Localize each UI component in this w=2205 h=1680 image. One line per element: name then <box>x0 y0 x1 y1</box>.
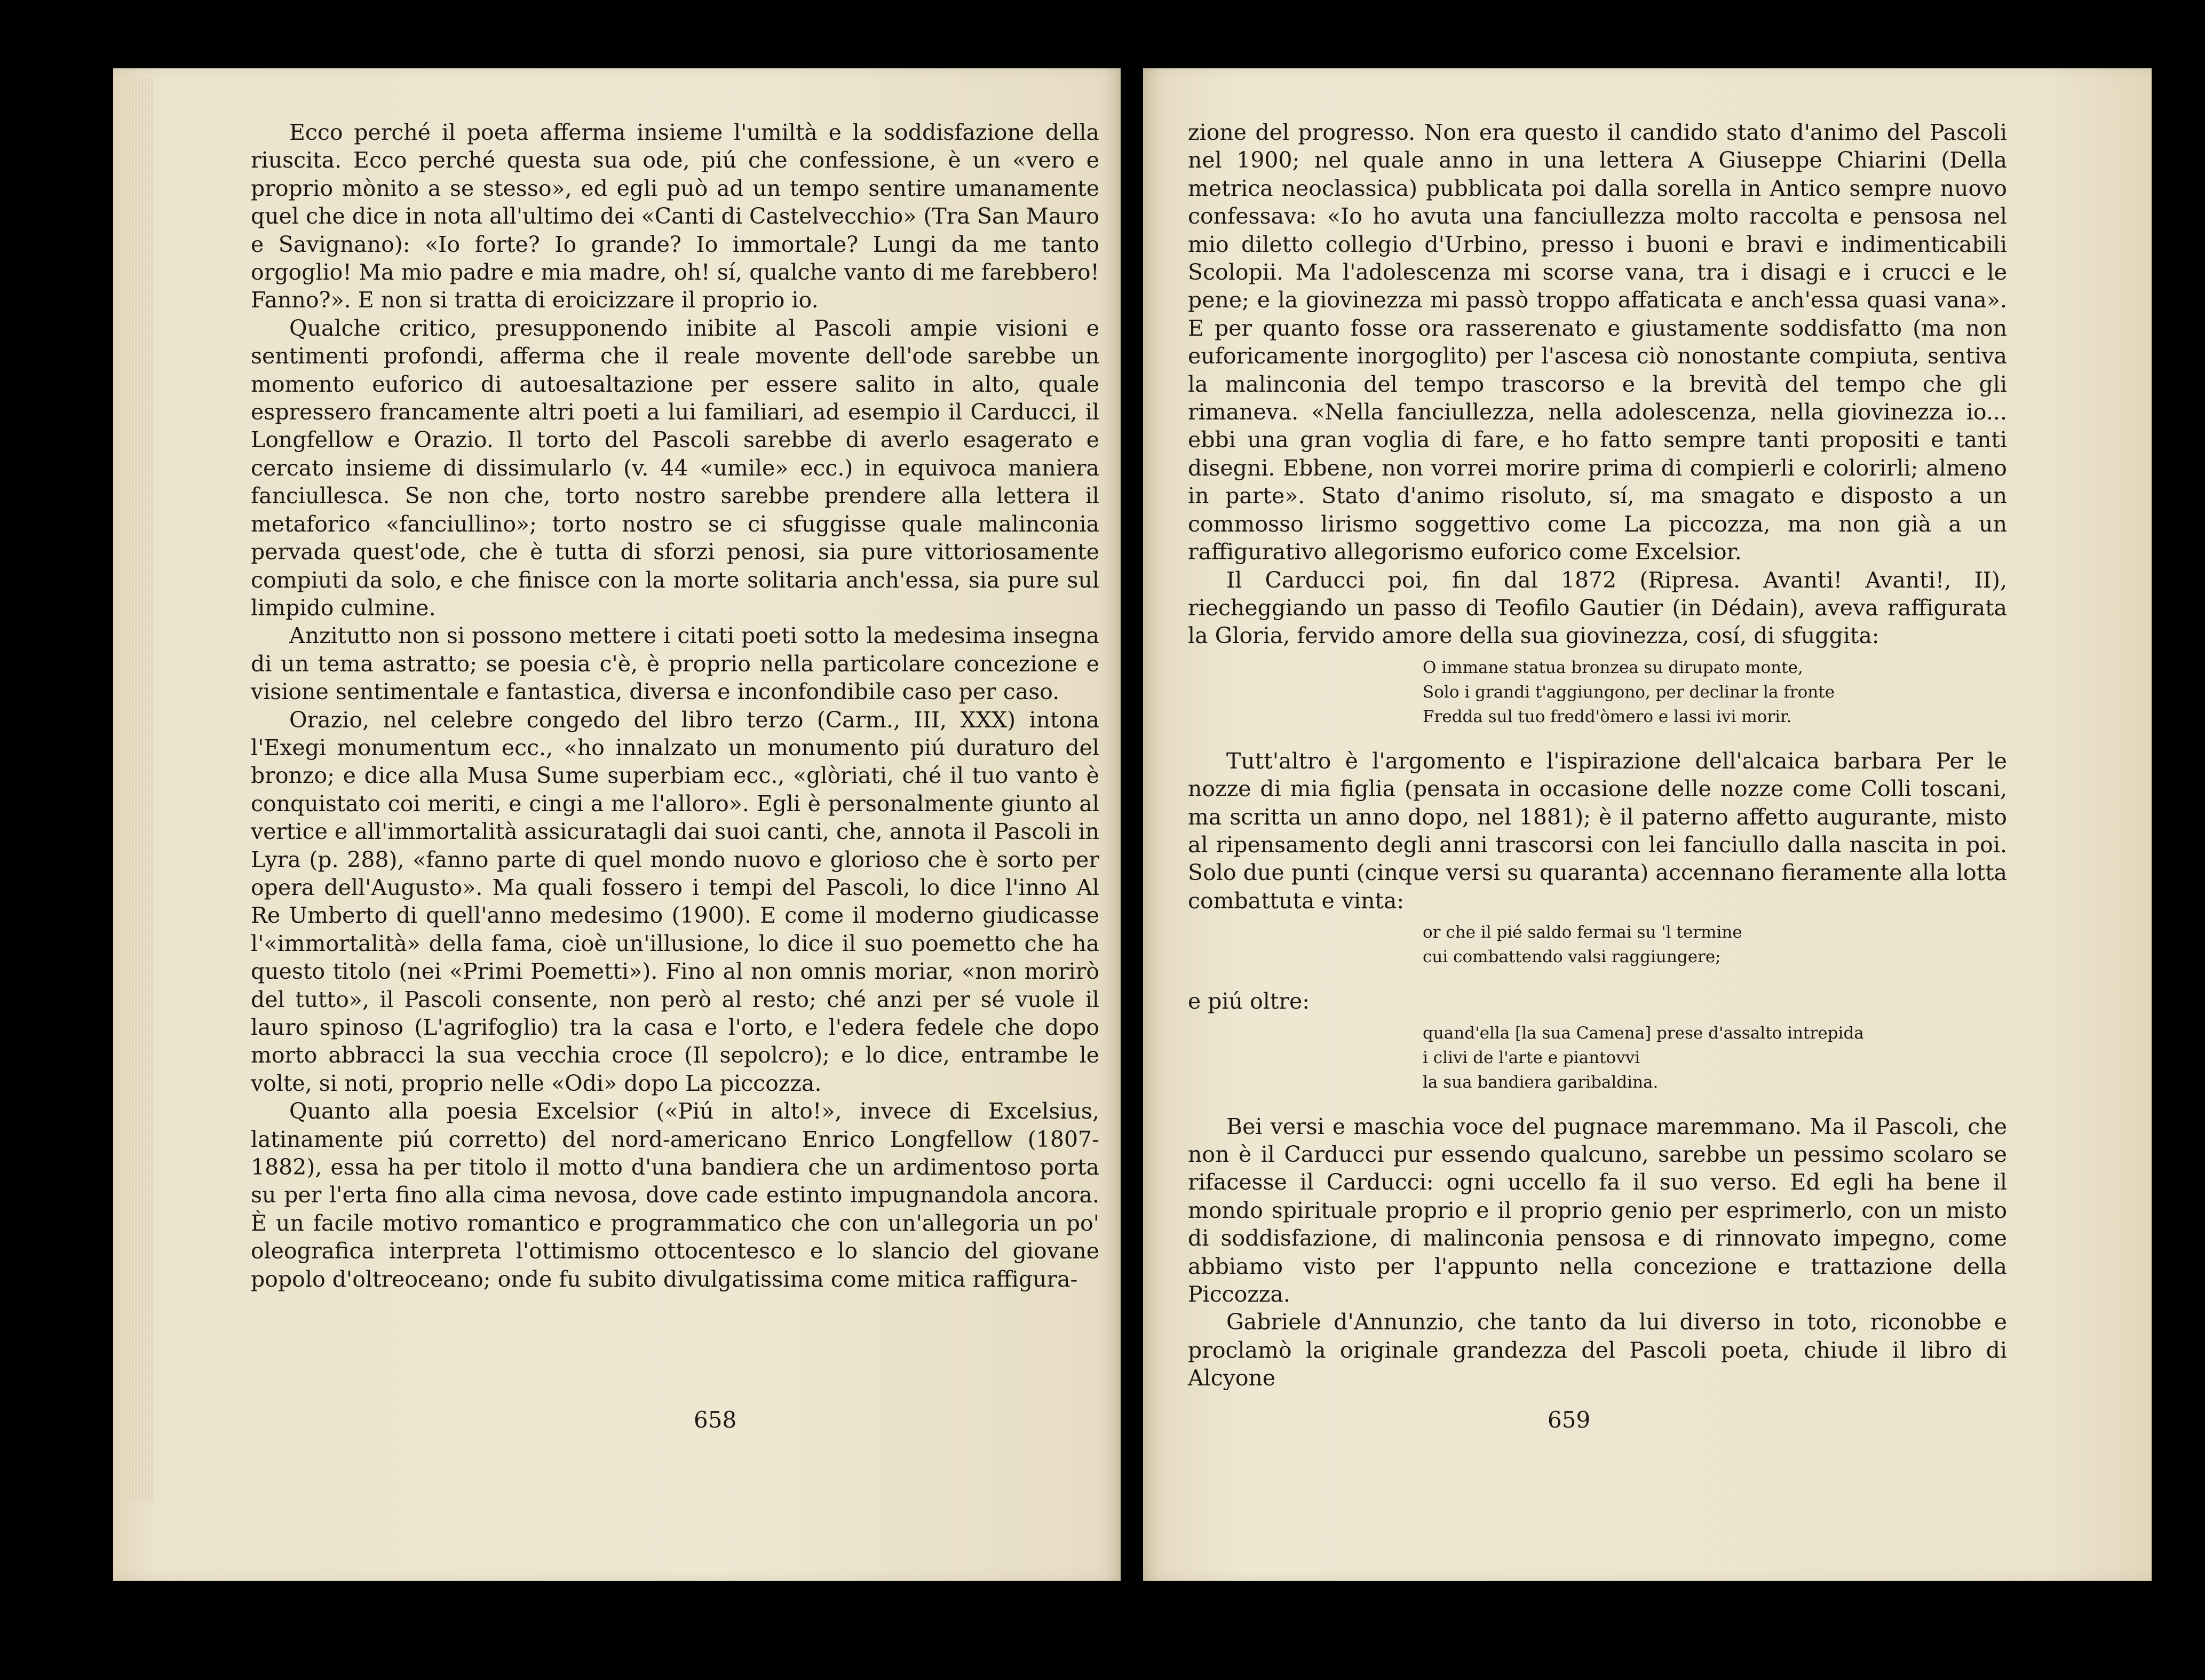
paragraph: zione del progresso. Non era questo il candido stato d'animo del Pascoli nel 1900; nel quale anno in una lettera A Giuseppe Chiarini (Della metrica neoclassica) pubblicata poi dalla sorella in Antico sempre nuovo confessava: «Io ho avuta una fanciullezza molto raccolta e pensosa nel mio diletto collegio d'Urbino, presso i buoni e bravi e indimenticabili Scolopii. Ma l'adolescenza mi scorse vana, tra i disagi e i crucci e le pene; e la giovinezza mi passò troppo affaticata e anch'essa quasi vana». E per quanto fosse ora rasserenato e giustamente soddisfatto (ma non euforicamente inorgoglito) per l'ascesa ciò nonostante compiuta, sentiva la malinconia del tempo trascorso e la brevità del tempo che gli rimaneva. «Nella fanciullezza, nella adolescenza, nella giovinezza io... ebbi una gran voglia di fare, e ho fatto sempre tanti propositi e tanti disegni. Ebbene, non vorrei morire prima di compierli e colorirli; almeno in parte». Stato d'animo risoluto, sí, ma smagato e disposto a un commosso lirismo soggettivo come La piccozza, ma non già a un raffigurativo allegorismo euforico come Excelsior. <box>1188 120 2007 565</box>
paragraph: Il Carducci poi, fin dal 1872 (Ripresa. Avanti! Avanti!, II), riecheggiando un passo di Teofilo Gautier (in Dédain), aveva raffigurata la Gloria, fervido amore della sua giovinezza, cosí, di sfuggita: <box>1188 567 2007 649</box>
paragraph: Bei versi e maschia voce del pugnace maremmano. Ma il Pascoli, che non è il Carducci pur essendo qualcuno, sarebbe un pessimo scolaro se rifacesse il Carducci: ogni uccello fa il suo verso. Ed egli ha bene il mondo spirituale proprio e il proprio genio per esprimerlo, con un misto di soddisfazione, di malinconia pensosa e di rinnovato impegno, come abbiamo visto per l'appunto nella concezione e trattazione della Piccozza. <box>1188 1113 2007 1307</box>
page-number-right: 659 <box>1548 1407 1591 1433</box>
paragraph: Tutt'altro è l'argomento e l'ispirazione dell'alcaica barbara Per le nozze di mia figlia (pensata in occasione delle nozze come Colli toscani, ma scritta un anno dopo, nel 1881); è il paterno affetto augurante, misto al ripensamento degli anni trascorsi con lei fanciullo dalla nascita in poi. Solo due punti (cinque versi su quaranta) accennano fieramente alla lotta combattuta e vinta: <box>1188 748 2007 914</box>
verse-quote <box>1188 655 2007 729</box>
right-page-text <box>1188 118 2007 1392</box>
paragraph: Ecco perché il poeta afferma insieme l'umiltà e la soddisfazione della riuscita. Ecco perché questa sua ode, piú che confessione, è un «vero e proprio mònito a se stesso», ed egli può ad un tempo sentire umanamente quel che dice in nota all'ultimo dei «Canti di Castelvecchio» (Tra San Mauro e Savignano): «Io forte? Io grande? Io immortale? Lungi da me tanto orgoglio! Ma mio padre e mia madre, oh! sí, qualche vanto di me farebbero! Fanno?». E non si tratta di eroicizzare il proprio io. <box>251 120 1099 313</box>
paragraph: Gabriele d'Annunzio, che tanto da lui diverso in toto, riconobbe e proclamò la originale grandezza del Pascoli poeta, chiude il libro di Alcyone <box>1188 1309 2007 1391</box>
paragraph: Anzitutto non si possono mettere i citati poeti sotto la medesima insegna di un tema astratto; se poesia c'è, è proprio nella particolare concezione e visione sentimentale e fantastica, diversa e inconfondibile caso per caso. <box>251 623 1099 705</box>
left-page-text <box>251 118 1099 1293</box>
verse-quote <box>1188 1021 2007 1095</box>
verse-line: Fredda sul tuo fredd'òmero e lassi ivi morir. <box>1423 707 1792 726</box>
verse-line: la sua bandiera garibaldina. <box>1423 1072 1659 1092</box>
paragraph: Quanto alla poesia Excelsior («Piú in alto!», invece di Excelsius, latinamente piú corretto) del nord-americano Enrico Longfellow (1807-1882), essa ha per titolo il motto d'una bandiera che un ardimentoso porta su per l'erta fino alla cima nevosa, dove cade estinto impugnandola ancora. È un facile motivo romantico e programmatico che con un'allegoria un po' oleografica interpreta l'ottimismo ottocentesco e lo slancio del giovane popolo d'oltreoceano; onde fu subito divulgatissima come mitica raffigura- <box>251 1098 1099 1292</box>
verse-quote <box>1188 920 2007 969</box>
verse-line: Solo i grandi t'aggiungono, per declinar la fronte <box>1423 682 1835 702</box>
paragraph: e piú oltre: <box>1188 988 1310 1015</box>
verse-line: i clivi de l'arte e piantovvi <box>1423 1048 1640 1067</box>
paragraph: Orazio, nel celebre congedo del libro terzo (Carm., III, XXX) intona l'Exegi monumentum ecc., «ho innalzato un monumento piú duraturo del bronzo; e dice alla Musa Sume superbiam ecc., «glòriati, ché il tuo vanto è conquistato coi meriti, e cingi a me l'alloro». Egli è personalmente giunto al vertice e all'immortalità assicuratagli dai suoi canti, che, annota il Pascoli in Lyra (p. 288), «fanno parte di quel mondo nuovo e glorioso che è sorto per opera dell'Augusto». Ma quali fossero i tempi del Pascoli, lo dice l'inno Al Re Umberto di quell'anno medesimo (1900). E come il moderno giudicasse l'«immortalità» della fama, cioè un'illusione, lo dice il suo poemetto che ha questo titolo (nei «Primi Poemetti»). Fino al non omnis moriar, «non morirò del tutto», il Pascoli consente, non però al resto; ché anzi per sé vuole il lauro spinoso (L'agrifoglio) tra la casa e l'orto, e l'edera fedele che dopo morto abbracci la sua vecchia croce (Il sepolcro); e lo dice, entrambe le volte, si noti, proprio nelle «Odi» dopo La piccozza. <box>251 707 1099 1096</box>
page-edges <box>129 79 153 1501</box>
verse-line: O immane statua bronzea su dirupato monte, <box>1423 657 1803 677</box>
verse-line: cui combattendo valsi raggiungere; <box>1423 947 1721 967</box>
paragraph: Qualche critico, presupponendo inibite al Pascoli ampie visioni e sentimenti profondi, afferma che il reale movente dell'ode sarebbe un momento euforico di autoesaltazione per essere salito in alto, quale espressero francamente altri poeti a lui familiari, ad esempio il Carducci, il Longfellow e Orazio. Il torto del Pascoli sarebbe di averlo esagerato e cercato insieme di dissimularlo (v. 44 «umile» ecc.) in equivoca maniera fanciullesca. Se non che, torto nostro sarebbe prendere alla lettera il metaforico «fanciullino»; torto nostro se ci sfuggisse quale malinconia pervada quest'ode, che è tutta di sforzi penosi, sia pure vittoriosamente compiuti da solo, e che finisce con la morte solitaria anch'essa, sia pure sul limpido culmine. <box>251 315 1099 621</box>
verse-line: or che il pié saldo fermai su 'l termine <box>1423 923 1742 942</box>
page-number-left: 658 <box>694 1407 737 1433</box>
verse-line: quand'ella [la sua Camena] prese d'assalto intrepida <box>1423 1023 1864 1043</box>
